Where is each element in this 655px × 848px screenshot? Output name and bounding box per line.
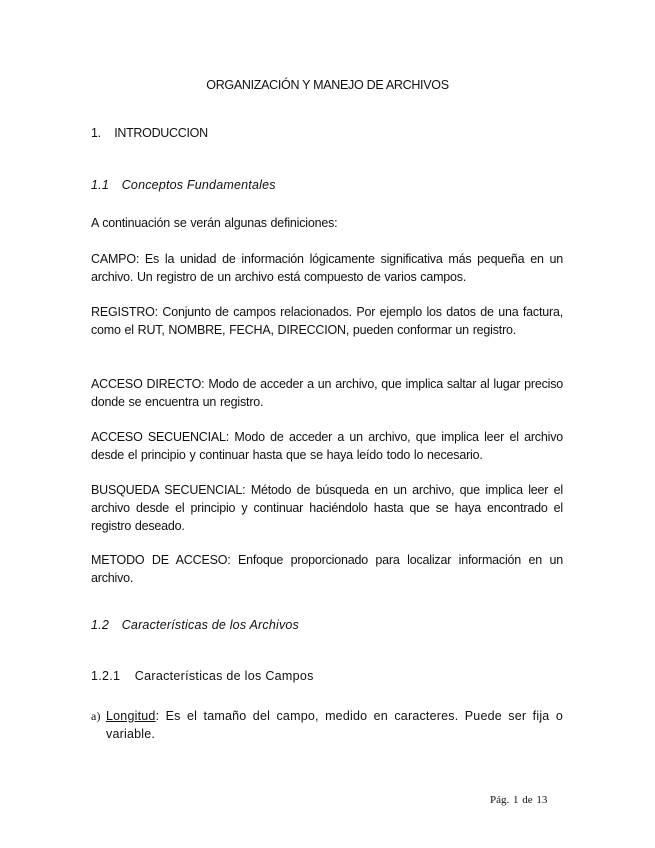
definition-campo: CAMPO: Es la unidad de información lógicamente significativa más pequeña en un archivo. Un registro de un archivo está compuesto de varios campos. xyxy=(91,252,563,284)
section-number: 1.1 xyxy=(91,178,109,192)
section-heading-1-1 xyxy=(91,178,276,192)
definition-registro: REGISTRO: Conjunto de campos relacionados. Por ejemplo los datos de una factura, como el RUT, NOMBRE, FECHA, DIRECCION, pueden conformar un registro. xyxy=(91,305,563,337)
section-number: 1.2 xyxy=(91,618,109,632)
list-term: Longitud xyxy=(106,709,156,723)
intro-paragraph: A continuación se verán algunas definiciones: xyxy=(91,216,338,230)
section-title: Conceptos Fundamentales xyxy=(121,178,276,192)
section-heading-1 xyxy=(91,126,208,140)
section-number: 1. xyxy=(91,126,101,140)
definition-busqueda-secuencial: BUSQUEDA SECUENCIAL: Método de búsqueda en un archivo, que implica leer el archivo desde el principio y continuar haciéndolo hasta que se haya encontrado el registro deseado. xyxy=(91,483,563,533)
definition-acceso-directo: ACCESO DIRECTO: Modo de acceder a un archivo, que implica saltar al lugar preciso donde se encuentra un registro. xyxy=(91,377,563,409)
section-number: 1.2.1 xyxy=(91,669,121,683)
section-heading-1-2 xyxy=(91,618,299,632)
page-number: Pág. 1 de 13 xyxy=(490,794,548,806)
section-title: INTRODUCCION xyxy=(114,126,208,140)
list-text: : Es el tamaño del campo, medido en caracteres. Puede ser fija o variable. xyxy=(106,709,563,741)
list-marker: a) xyxy=(91,709,101,723)
document-title: ORGANIZACIÓN Y MANEJO DE ARCHIVOS xyxy=(206,78,449,92)
definition-metodo-de-acceso: METODO DE ACCESO: Enfoque proporcionado para localizar información en un archivo. xyxy=(91,553,563,585)
definition-acceso-secuencial: ACCESO SECUENCIAL: Modo de acceder a un archivo, que implica leer el archivo desde el principio y continuar hasta que se haya leído todo lo necesario. xyxy=(91,430,563,462)
section-title: Características de los Campos xyxy=(134,669,314,683)
section-title: Características de los Archivos xyxy=(121,618,300,632)
list-item-longitud xyxy=(91,707,563,743)
section-heading-1-2-1 xyxy=(91,669,314,683)
